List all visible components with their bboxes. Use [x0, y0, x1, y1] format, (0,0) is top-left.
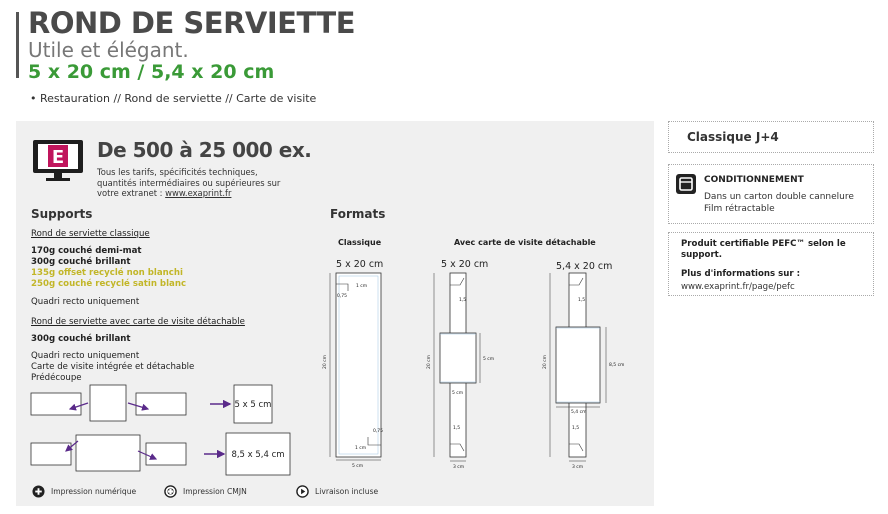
- legend-delivery-label: Livraison incluse: [315, 487, 379, 496]
- classic-title: Rond de serviette classique: [31, 229, 150, 239]
- dim-20cm-f1: 20 cm: [323, 354, 328, 369]
- dim-1cm-top: 1 cm: [356, 284, 368, 289]
- card-note-2: Carte de visite intégrée et détachable: [31, 362, 195, 372]
- play-circle-icon: [296, 485, 309, 498]
- dim-85cm-f3: 8,5 cm: [609, 363, 625, 368]
- formats-diagram: [316, 231, 646, 471]
- dim-3cm-f3: 3 cm: [572, 465, 584, 470]
- pefc-link[interactable]: www.exaprint.fr/page/pefc: [681, 282, 795, 292]
- packaging-title: CONDITIONNEMENT: [704, 175, 804, 185]
- format-3-size: 5,4 x 20 cm: [556, 261, 613, 272]
- plus-circle-icon: [32, 485, 45, 498]
- format-card-5x5: [426, 273, 494, 470]
- cmjn-icon: [164, 485, 177, 498]
- page-title: ROND DE SERVIETTE: [28, 6, 356, 40]
- monitor-icon: [32, 139, 84, 183]
- box-icon: [676, 174, 696, 194]
- dim-075-bottom: 0,75: [373, 429, 384, 434]
- delivery-box: [668, 121, 874, 153]
- desc-prefix: votre extranet :: [97, 188, 166, 198]
- card-note-3: Prédécoupe: [31, 373, 82, 383]
- paper-1: 170g couché demi-mat: [31, 246, 142, 256]
- extranet-link[interactable]: www.exaprint.fr: [165, 188, 232, 198]
- size-label-2: 8,5 x 5,4 cm: [231, 450, 285, 460]
- packaging-line-1: Dans un carton double cannelure: [704, 192, 854, 202]
- dim-15-f3-top: 1,5: [578, 298, 586, 303]
- legend-digital-label: Impression numérique: [51, 487, 137, 496]
- supports-heading: Supports: [31, 207, 93, 221]
- fold-diagram: [26, 379, 296, 479]
- dim-5cm-f2-card: 5 cm: [483, 357, 495, 362]
- formats-heading: Formats: [330, 207, 386, 221]
- legend-cmjn-label: Impression CMJN: [183, 487, 247, 496]
- breadcrumb: • Restauration // Rond de serviette // Carte de visite: [30, 92, 317, 105]
- dim-15-f2-top: 1,5: [459, 298, 467, 303]
- dim-5cm-f1: 5 cm: [352, 464, 364, 469]
- dim-1cm-bottom: 1 cm: [355, 446, 367, 451]
- packaging-text: [704, 191, 854, 215]
- paper-recycled-1: 135g offset recyclé non blanchi: [31, 268, 183, 278]
- desc-line-3: [97, 188, 317, 199]
- paper-2: 300g couché brillant: [31, 257, 131, 267]
- dim-15-f2-bottom: 1,5: [453, 426, 461, 431]
- classic-note: Quadri recto uniquement: [31, 297, 140, 307]
- quantity-range: De 500 à 25 000 ex.: [97, 138, 312, 162]
- pefc-box: [668, 232, 874, 296]
- dim-075-top: 0,75: [337, 294, 348, 299]
- legend-delivery: [296, 485, 378, 498]
- packaging-box: [668, 164, 874, 224]
- paper-recycled-2: 250g couché recyclé satin blanc: [31, 279, 187, 289]
- page-subtitle: Utile et élégant.: [28, 38, 189, 62]
- format-col-card: Avec carte de visite détachable: [454, 238, 596, 247]
- pefc-text: Produit certifiable PEFC™ selon le support.: [681, 239, 846, 260]
- packaging-line-2: Film rétractable: [704, 204, 775, 214]
- format-card-85x54: [542, 273, 624, 470]
- size-label-1: 5 x 5 cm: [234, 400, 272, 410]
- info-label: Plus d'informations sur :: [681, 269, 801, 279]
- title-accent-bar: [16, 12, 19, 78]
- product-info-panel: [16, 121, 654, 506]
- card-note-1: Quadri recto uniquement: [31, 351, 140, 361]
- format-2-size: 5 x 20 cm: [441, 259, 489, 270]
- desc-line-2: quantités intermédiaires ou supérieures sur: [97, 177, 281, 188]
- desc-line-1: Tous les tarifs, spécificités techniques,: [97, 167, 258, 177]
- pricing-description: [97, 167, 317, 199]
- delivery-label: Classique J+4: [687, 130, 779, 144]
- dim-20cm-f3: 20 cm: [543, 354, 548, 369]
- dim-15-f3-bottom: 1,5: [572, 426, 580, 431]
- dim-54cm-f3: 5,4 cm: [571, 410, 587, 415]
- format-1-size: 5 x 20 cm: [336, 259, 384, 270]
- card-paper: 300g couché brillant: [31, 334, 131, 344]
- dim-20cm-f2: 20 cm: [427, 354, 432, 369]
- format-classic-strip: [322, 273, 383, 469]
- legend-cmjn: [164, 485, 247, 498]
- format-col-classic: Classique: [338, 238, 382, 247]
- dim-3cm-f2: 3 cm: [453, 465, 465, 470]
- dim-5cm-f2-width: 5 cm: [452, 391, 464, 396]
- card-title: Rond de serviette avec carte de visite détachable: [31, 317, 245, 327]
- product-dimensions: 5 x 20 cm / 5,4 x 20 cm: [28, 61, 275, 83]
- badge-letter: E: [51, 147, 65, 168]
- legend-digital: [32, 485, 136, 498]
